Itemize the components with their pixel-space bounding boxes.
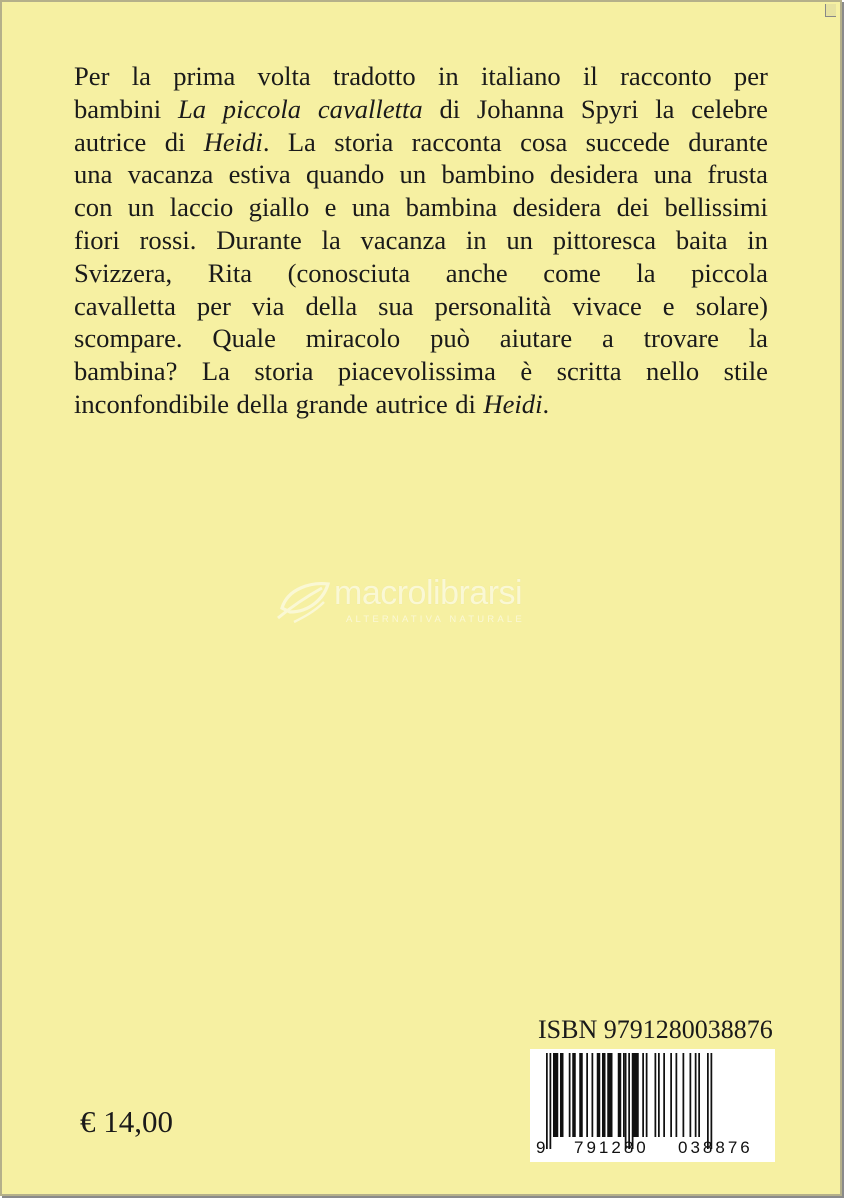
blurb-word: della: [236, 388, 289, 419]
barcode-guard-bar: [632, 1053, 634, 1149]
barcode-bar: [618, 1053, 622, 1137]
blurb-word: vacanza: [127, 159, 214, 190]
watermark-name: macrolibrarsi: [334, 574, 523, 612]
blurb-word: vacanza: [360, 224, 447, 255]
barcode-right-digits: 038876: [678, 1138, 753, 1157]
barcode-bar: [553, 1053, 558, 1137]
blurb-word: La: [287, 126, 316, 157]
blurb-word: è: [520, 356, 533, 387]
blurb-line: [74, 224, 768, 257]
blurb-word: scompare.: [74, 323, 183, 354]
blurb-word: bambina: [405, 192, 498, 223]
barcode-bar: [586, 1053, 588, 1137]
blurb-word: storia: [334, 126, 394, 157]
barcode-bar: [642, 1053, 644, 1137]
blurb-word: cavalletta: [317, 93, 423, 124]
barcode-bar: [602, 1053, 606, 1137]
blurb-word: bambina?: [74, 356, 178, 387]
barcode-guard-bar: [550, 1053, 552, 1149]
blurb-word: per: [196, 290, 231, 321]
barcode-guard-bar: [625, 1053, 627, 1149]
blurb-word: piacevolissima: [337, 356, 496, 387]
blurb-word: Per: [74, 61, 110, 91]
blurb-word: una: [653, 159, 693, 190]
blurb-word: il: [583, 61, 598, 91]
blurb-word: cavalletta: [74, 290, 176, 321]
barcode-bar: [676, 1053, 678, 1137]
blurb-word: italiano: [480, 61, 561, 91]
blurb-word: (conosciuta: [287, 257, 411, 288]
blurb-word: una: [74, 159, 113, 190]
blurb-line: [74, 126, 768, 159]
blurb-text: [74, 60, 768, 421]
blurb-word: un: [506, 224, 533, 255]
barcode-bar: [623, 1053, 625, 1137]
blurb-word: Johanna: [476, 93, 565, 124]
blurb-word: La: [177, 93, 207, 124]
blurb-word: racconta: [411, 126, 502, 157]
barcode-bar: [655, 1053, 657, 1137]
barcode-bar: [569, 1053, 571, 1137]
blurb-line: [74, 322, 768, 355]
blurb-word: nello: [646, 356, 700, 387]
blurb-word: stile: [723, 356, 768, 387]
barcode-left-digits: 791280: [574, 1138, 649, 1157]
blurb-line: [74, 290, 768, 323]
blurb-line: [74, 93, 768, 126]
blurb-word: Rita: [207, 257, 253, 288]
blurb-word: con: [74, 192, 113, 223]
blurb-word: e: [324, 192, 337, 223]
barcode-bar: [695, 1053, 697, 1137]
blurb-word: sua: [378, 290, 414, 321]
blurb-word: La: [201, 356, 230, 387]
blurb-word: succede: [585, 126, 670, 157]
blurb-word: storia: [254, 356, 314, 387]
blurb-word: laccio: [169, 192, 234, 223]
barcode-bar: [670, 1053, 672, 1137]
blurb-word: bambini: [74, 93, 162, 124]
blurb-word: vivace: [572, 290, 642, 321]
blurb-word: Durante: [216, 224, 302, 255]
barcode-bar: [646, 1053, 648, 1137]
barcode-first-digit: 9: [536, 1138, 546, 1157]
blurb-word: della: [305, 290, 358, 321]
blurb-word: per: [733, 61, 768, 91]
barcode-bar: [592, 1053, 594, 1137]
blurb-word: via: [251, 290, 285, 321]
blurb-word: autrice: [74, 126, 147, 157]
blurb-word: desidera: [512, 192, 602, 223]
blurb-word: in: [438, 61, 459, 91]
blurb-word: tradotto: [333, 61, 416, 91]
blurb-word: durante: [688, 126, 768, 157]
blurb-word: la: [748, 323, 768, 354]
blurb-word: piccola: [222, 93, 302, 124]
blurb-word: inconfondibile: [74, 388, 230, 419]
blurb-word: di: [164, 126, 186, 157]
barcode-bar: [658, 1053, 660, 1137]
watermark-tagline: ALTERNATIVA NATURALE: [346, 614, 525, 625]
blurb-word: in: [747, 224, 768, 255]
barcode-bar: [560, 1053, 564, 1137]
blurb-word: un: [399, 159, 427, 190]
blurb-word: la: [131, 61, 151, 91]
blurb-word: scritta: [556, 356, 622, 387]
blurb-line: [74, 60, 768, 93]
blurb-word: prima: [173, 61, 236, 91]
blurb-word: quando: [305, 159, 385, 190]
blurb-word: solare): [695, 290, 768, 321]
isbn-label: ISBN 9791280038876: [538, 1015, 773, 1044]
barcode-bar: [607, 1053, 612, 1137]
barcode-bar: [597, 1053, 601, 1137]
blurb-word: a: [601, 323, 614, 354]
blurb-word: dei: [616, 192, 650, 223]
blurb-word: estiva: [228, 159, 291, 190]
blurb-word: Heidi.: [203, 126, 270, 157]
blurb-word: bambino: [441, 159, 535, 190]
blurb-word: giallo: [248, 192, 310, 223]
blurb-word: rossi.: [139, 224, 197, 255]
barcode-bar: [572, 1053, 576, 1137]
blurb-line: [74, 388, 768, 421]
price: € 14,00: [80, 1104, 173, 1139]
blurb-word: di: [455, 388, 476, 419]
blurb-word: fiori: [74, 224, 120, 255]
leaf-logo-icon: [274, 578, 332, 624]
barcode-bar: [698, 1053, 700, 1137]
watermark: [274, 574, 584, 634]
blurb-word: come: [543, 257, 601, 288]
blurb-word: Spyri: [580, 93, 639, 124]
blurb-word: Heidi.: [483, 388, 550, 419]
blurb-word: piccola: [691, 257, 768, 288]
barcode-bar: [634, 1053, 639, 1137]
blurb-word: miracolo: [305, 323, 401, 354]
blurb-word: la: [655, 93, 675, 124]
blurb-word: Quale: [212, 323, 276, 354]
blurb-word: celebre: [691, 93, 768, 124]
blurb-line: [74, 191, 768, 224]
blurb-line: [74, 355, 768, 388]
barcode-bar: [663, 1053, 665, 1137]
blurb-word: anche: [445, 257, 508, 288]
barcode-bar: [690, 1053, 692, 1137]
barcode: [530, 1049, 775, 1162]
blurb-word: può: [430, 323, 470, 354]
blurb-word: baita: [675, 224, 728, 255]
blurb-word: aiutare: [499, 323, 573, 354]
blurb-word: una: [351, 192, 391, 223]
blurb-word: Svizzera,: [74, 257, 173, 288]
barcode-guard-bar: [546, 1053, 548, 1149]
blurb-word: trovare: [643, 323, 719, 354]
barcode-bar: [579, 1053, 583, 1137]
blurb-line: [74, 257, 768, 290]
blurb-word: in: [465, 224, 487, 255]
barcode-guard-bar: [628, 1053, 630, 1149]
barcode-guard-bar: [711, 1053, 713, 1149]
blurb-word: personalità: [434, 290, 552, 321]
page-corner: [825, 4, 836, 17]
blurb-word: bellissimi: [664, 192, 768, 223]
blurb-word: la: [636, 257, 656, 288]
blurb-line: [74, 158, 768, 191]
blurb-word: volta: [257, 61, 311, 91]
blurb-word: cosa: [520, 126, 568, 157]
blurb-word: pittoresca: [552, 224, 657, 255]
blurb-word: autrice: [375, 388, 448, 419]
blurb-word: di: [439, 93, 461, 124]
blurb-word: racconto: [620, 61, 712, 91]
blurb-word: un: [127, 192, 155, 223]
barcode-guard-bar: [707, 1053, 709, 1149]
blurb-word: grande: [295, 388, 369, 419]
blurb-word: la: [321, 224, 341, 255]
blurb-word: frusta: [707, 159, 768, 190]
blurb-word: e: [662, 290, 675, 321]
barcode-bar: [683, 1053, 685, 1137]
blurb-word: desidera: [549, 159, 639, 190]
